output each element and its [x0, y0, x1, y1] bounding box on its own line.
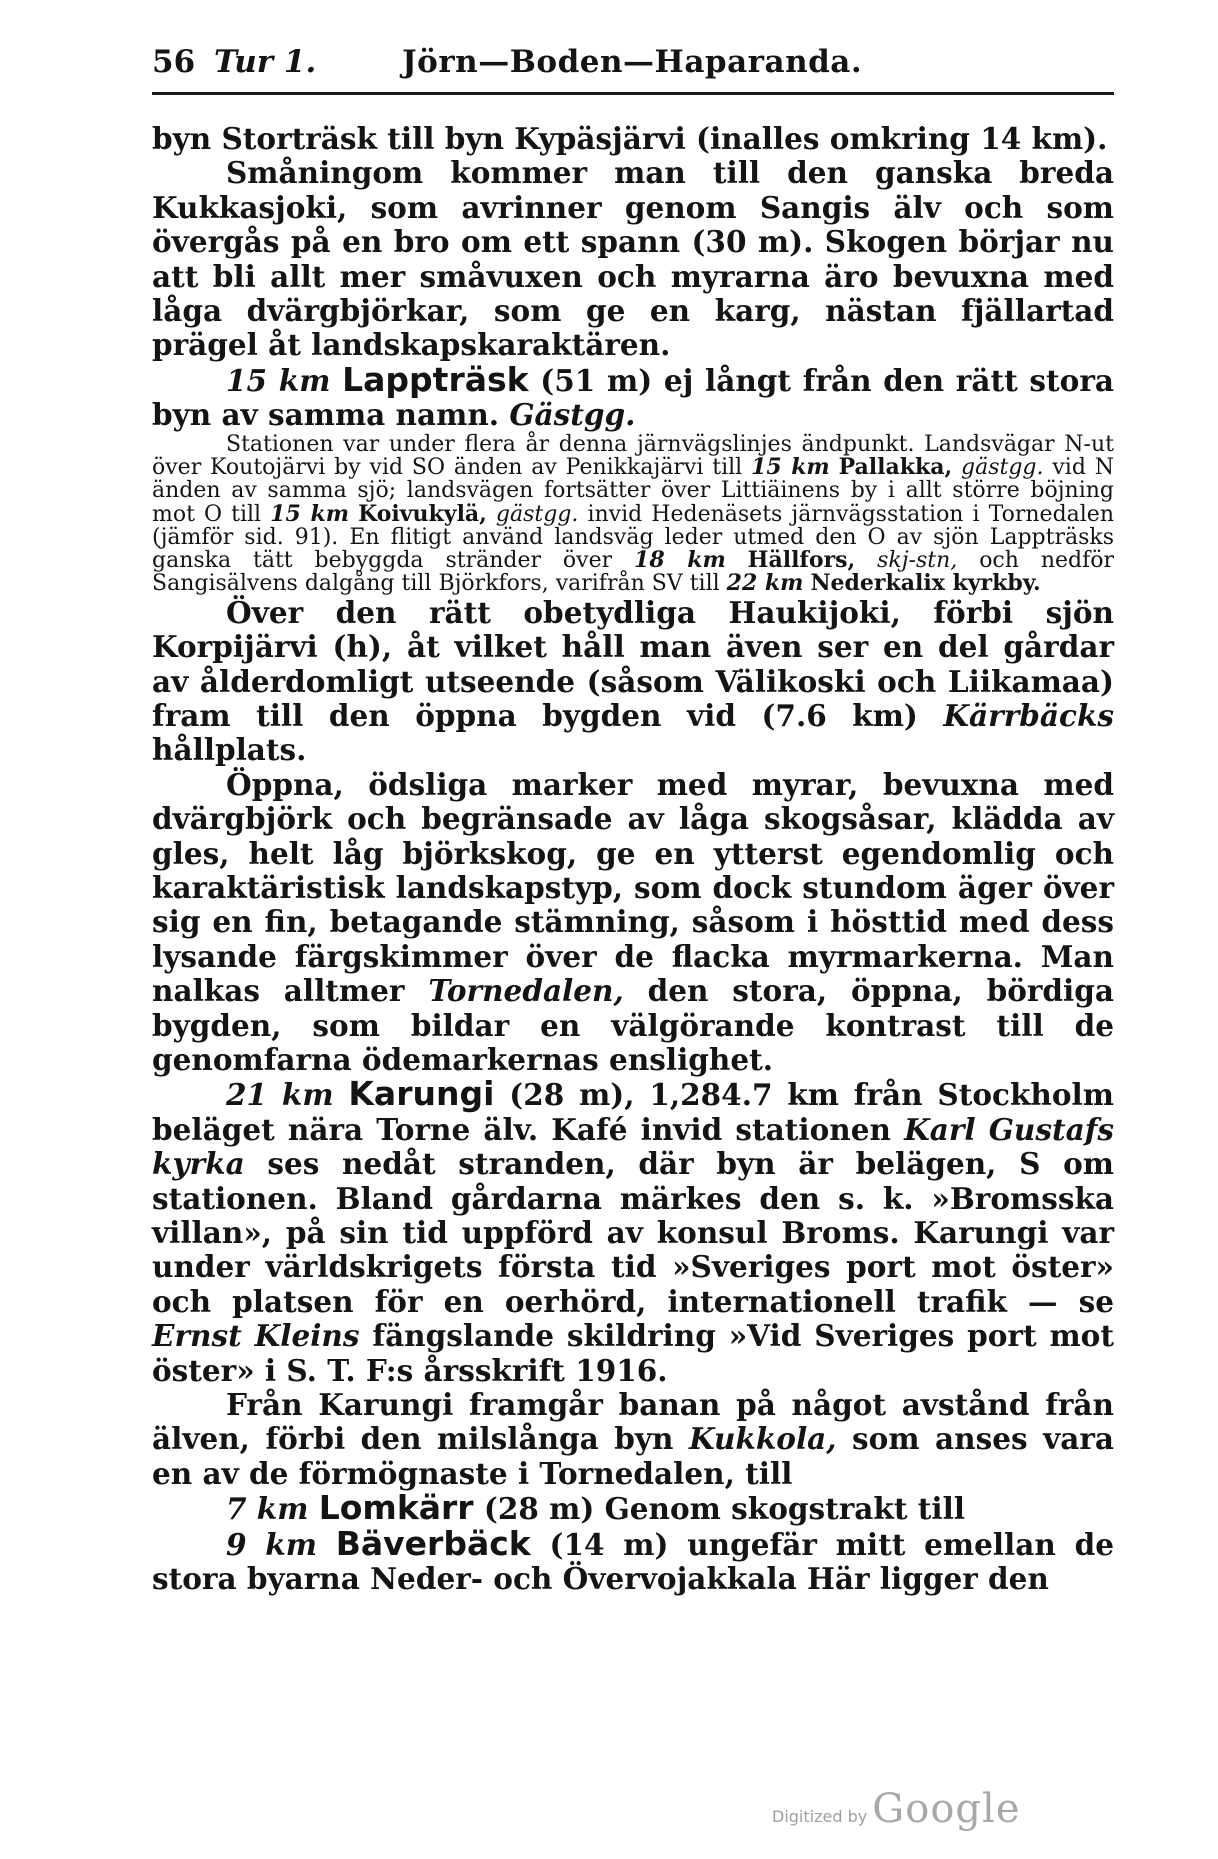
distance-label: 9 km	[226, 1526, 317, 1562]
paragraph-continuation: byn Storträsk till byn Kypäsjärvi (inalles omkring 14 km).	[152, 121, 1108, 156]
station-baverback: 9 km Bäverbäck (14 m) ungefär mitt emellan de stora byarna Neder- och Övervojakkala Här ligger den	[152, 1523, 1114, 1597]
station-karungi: 21 km Karungi (28 m), 1,284.7 km från Stockholm beläget nära Torne älv. Kafé invid stationen Karl Gustafs kyrka ses nedåt stranden, där byn är belägen, S om stationen. Bland gårdarna märkes den s. k. »Bromsska villan», på sin tid uppförd av konsul Broms. Karungi var under världskrigets första tid »Sveriges port mot öster» och platsen för en oerhörd, internationell trafik — se Ernst Kleins fängslande skildring »Vid Sveriges port mot öster» i S. T. F:s årsskrift 1916.	[152, 1074, 1115, 1388]
village-name: Kukkola,	[688, 1421, 837, 1457]
small-print-note: Stationen var under flera år denna järnvägslinjes ändpunkt. Landsvägar N-ut över Koutojärvi by vid SO änden av Penikkajärvi till 15 km Pallakka, gästgg. vid N änden av samma sjö; landsvägen fortsätter över Littiäinens by i allt större böjning mot O till 15 km Koivukylä, gästgg. invid Hedenäsets järnvägsstation i Tornedalen (jämför sid. 91). En flitigt använd landsväg leder utmed den O av sjön Lappträsks ganska tätt bebyggda stränder över 18 km Hällfors, skj-stn, och nedför Sangisälvens dalgång till Björkfors, varifrån SV till 22 km Nederkalix kyrkby.	[152, 431, 1115, 597]
region-name: Tornedalen,	[428, 973, 624, 1009]
digitized-watermark	[772, 1786, 1021, 1832]
church-name: Karl Gustafs kyrka	[152, 1111, 1115, 1182]
station-name: Bäverbäck	[335, 1523, 531, 1563]
station-lapptrask: 15 km Lappträsk (51 m) ej långt från den rätt stora byn av samma namn. Gästgg.	[152, 359, 1114, 433]
halt-name: Kärrbäcks	[943, 697, 1114, 733]
distance-label: 15 km	[226, 362, 331, 398]
google-logo: Google	[872, 1786, 1021, 1832]
station-lomkarr: 7 km Lomkärr (28 m) Genom skogstrakt till	[226, 1488, 965, 1528]
station-name: Karungi	[348, 1074, 495, 1114]
paragraph-haukijoki: Över den rätt obetydliga Haukijoki, förbi sjön Korpijärvi (h), åt vilket håll man även ser en del gårdar av ålderdomligt utseende (såsom Välikoski och Liikamaa) fram till den öppna bygden vid (7.6 km) Kärrbäcks hållplats.	[152, 594, 1114, 768]
page-number: 56	[152, 44, 196, 80]
paragraph-kukkasjoki: Småningom kommer man till den ganska breda Kukkasjoki, som avrinner genom Sangis älv och som övergås på en bro om ett spann (30 m). Skogen börjar nu att bli allt mer småvuxen och myrarna äro bevuxna med låga dvärgbjörkar, som ge en karg, nästan fjällartad prägel åt landskapskaraktären.	[152, 155, 1114, 363]
body-text	[152, 122, 1114, 1597]
inn-note: Gästgg.	[509, 397, 636, 433]
distance-label: 21 km	[226, 1077, 334, 1113]
watermark-by: Digitized by	[772, 1807, 868, 1826]
distance-label: 7 km	[226, 1491, 309, 1527]
tour-label: Tur 1.	[214, 44, 317, 80]
header-rule	[152, 92, 1114, 95]
station-name: Lappträsk	[342, 359, 529, 399]
station-name: Lomkärr	[318, 1488, 474, 1528]
author-name: Ernst Kleins	[152, 1318, 360, 1354]
paragraph-landscape: Öppna, ödsliga marker med myrar, bevuxna med dvärgbjörk och begränsade av låga skogsåsar, klädda av gles, helt låg björkskog, ge en ytterst egendomlig och karaktäristisk landskapstyp, som dock stundom äger över sig en fin, betagande stämning, såsom i hösttid med dess lysande färgskimmer över de flacka myrmarkerna. Man nalkas alltmer Tornedalen, den stora, öppna, bördiga bygden, som bildar en välgörande kontrast till de genomfarna ödemarkernas enslighet.	[152, 766, 1114, 1078]
route-title: Jörn—Boden—Haparanda.	[402, 44, 863, 80]
paragraph-kukkola: Från Karungi framgår banan på något avstånd från älven, förbi den milslånga byn Kukkola, som anses vara en av de förmögnaste i Tornedalen, till	[152, 1387, 1114, 1491]
running-header	[152, 38, 1114, 88]
